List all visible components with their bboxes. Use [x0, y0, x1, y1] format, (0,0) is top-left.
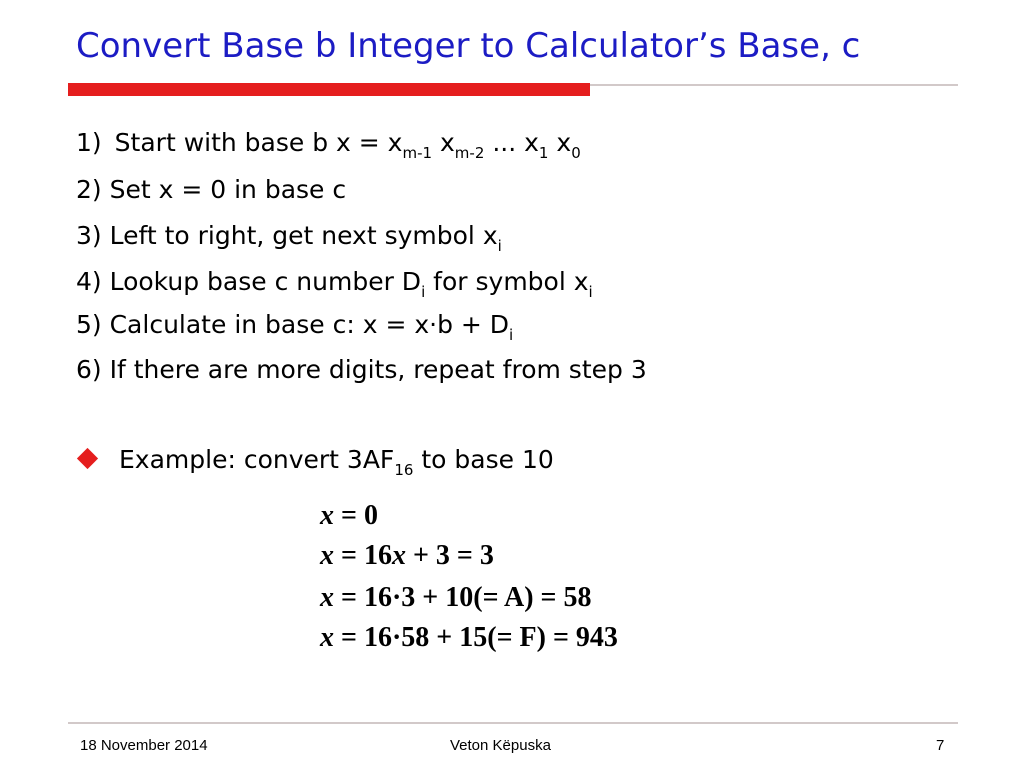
equation-2-mid: = 16 [334, 540, 392, 571]
footer-author: Veton Këpuska [450, 737, 551, 754]
equation-2-rest: + 3 = 3 [405, 540, 494, 571]
step-6 [76, 355, 647, 385]
equation-2-var: x [320, 540, 334, 571]
example-sub: 16 [394, 461, 414, 479]
step-4-sub2: i [588, 283, 593, 301]
equation-3 [320, 582, 591, 614]
step-4-text: 4) Lookup base c number D [76, 267, 422, 296]
step-4-text2: for symbol x [425, 267, 589, 296]
step-4 [76, 267, 593, 301]
example-text: Example: convert 3AF [119, 445, 395, 474]
step-5-sub: i [509, 326, 514, 344]
step-3-sub: i [497, 237, 502, 255]
equation-4-var: x [320, 622, 334, 653]
equation-1-var: x [320, 500, 334, 531]
step-4-sub: i [421, 283, 426, 301]
step-1-x4: x [548, 128, 572, 157]
equation-2-var2: x [391, 540, 406, 571]
step-1-sub-0: 0 [571, 144, 581, 162]
equation-2 [320, 540, 494, 572]
step-6-text: 6) If there are more digits, repeat from step 3 [76, 355, 647, 384]
step-2 [76, 175, 346, 205]
equation-4-rest: = 16·58 + 15(= F) = 943 [334, 622, 618, 653]
step-5-text: 5) Calculate in base c: x = x·b + D [76, 310, 510, 339]
slide-title: Convert Base b Integer to Calculator’s Base, c [76, 26, 861, 66]
step-3 [76, 221, 502, 255]
step-1-x2: x [432, 128, 455, 157]
equation-3-var: x [320, 582, 334, 613]
step-3-text: 3) Left to right, get next symbol x [76, 221, 498, 250]
footer-date: 18 November 2014 [80, 737, 208, 754]
step-1-text: Start with base b x = x [114, 128, 403, 157]
example-suffix: to base 10 [413, 445, 554, 474]
step-1-number: 1) [76, 128, 102, 157]
equation-1 [320, 500, 378, 532]
equation-1-rest: = 0 [334, 500, 378, 531]
step-1-ellipsis: ... x [484, 128, 539, 157]
equation-3-rest: = 16·3 + 10(= A) = 58 [334, 582, 592, 613]
step-1-sub-1: 1 [538, 144, 549, 162]
step-2-text: 2) Set x = 0 in base c [76, 175, 347, 204]
footer-divider [68, 722, 958, 724]
footer-page-number: 7 [936, 737, 945, 754]
diamond-bullet-icon [77, 448, 98, 469]
example-bullet [76, 445, 554, 479]
title-accent-bar [68, 83, 590, 96]
equation-4 [320, 622, 618, 654]
step-1 [76, 128, 581, 162]
step-1-sub-m2: m-2 [454, 144, 485, 162]
step-1-sub-m1: m-1 [402, 144, 433, 162]
step-5 [76, 310, 514, 344]
